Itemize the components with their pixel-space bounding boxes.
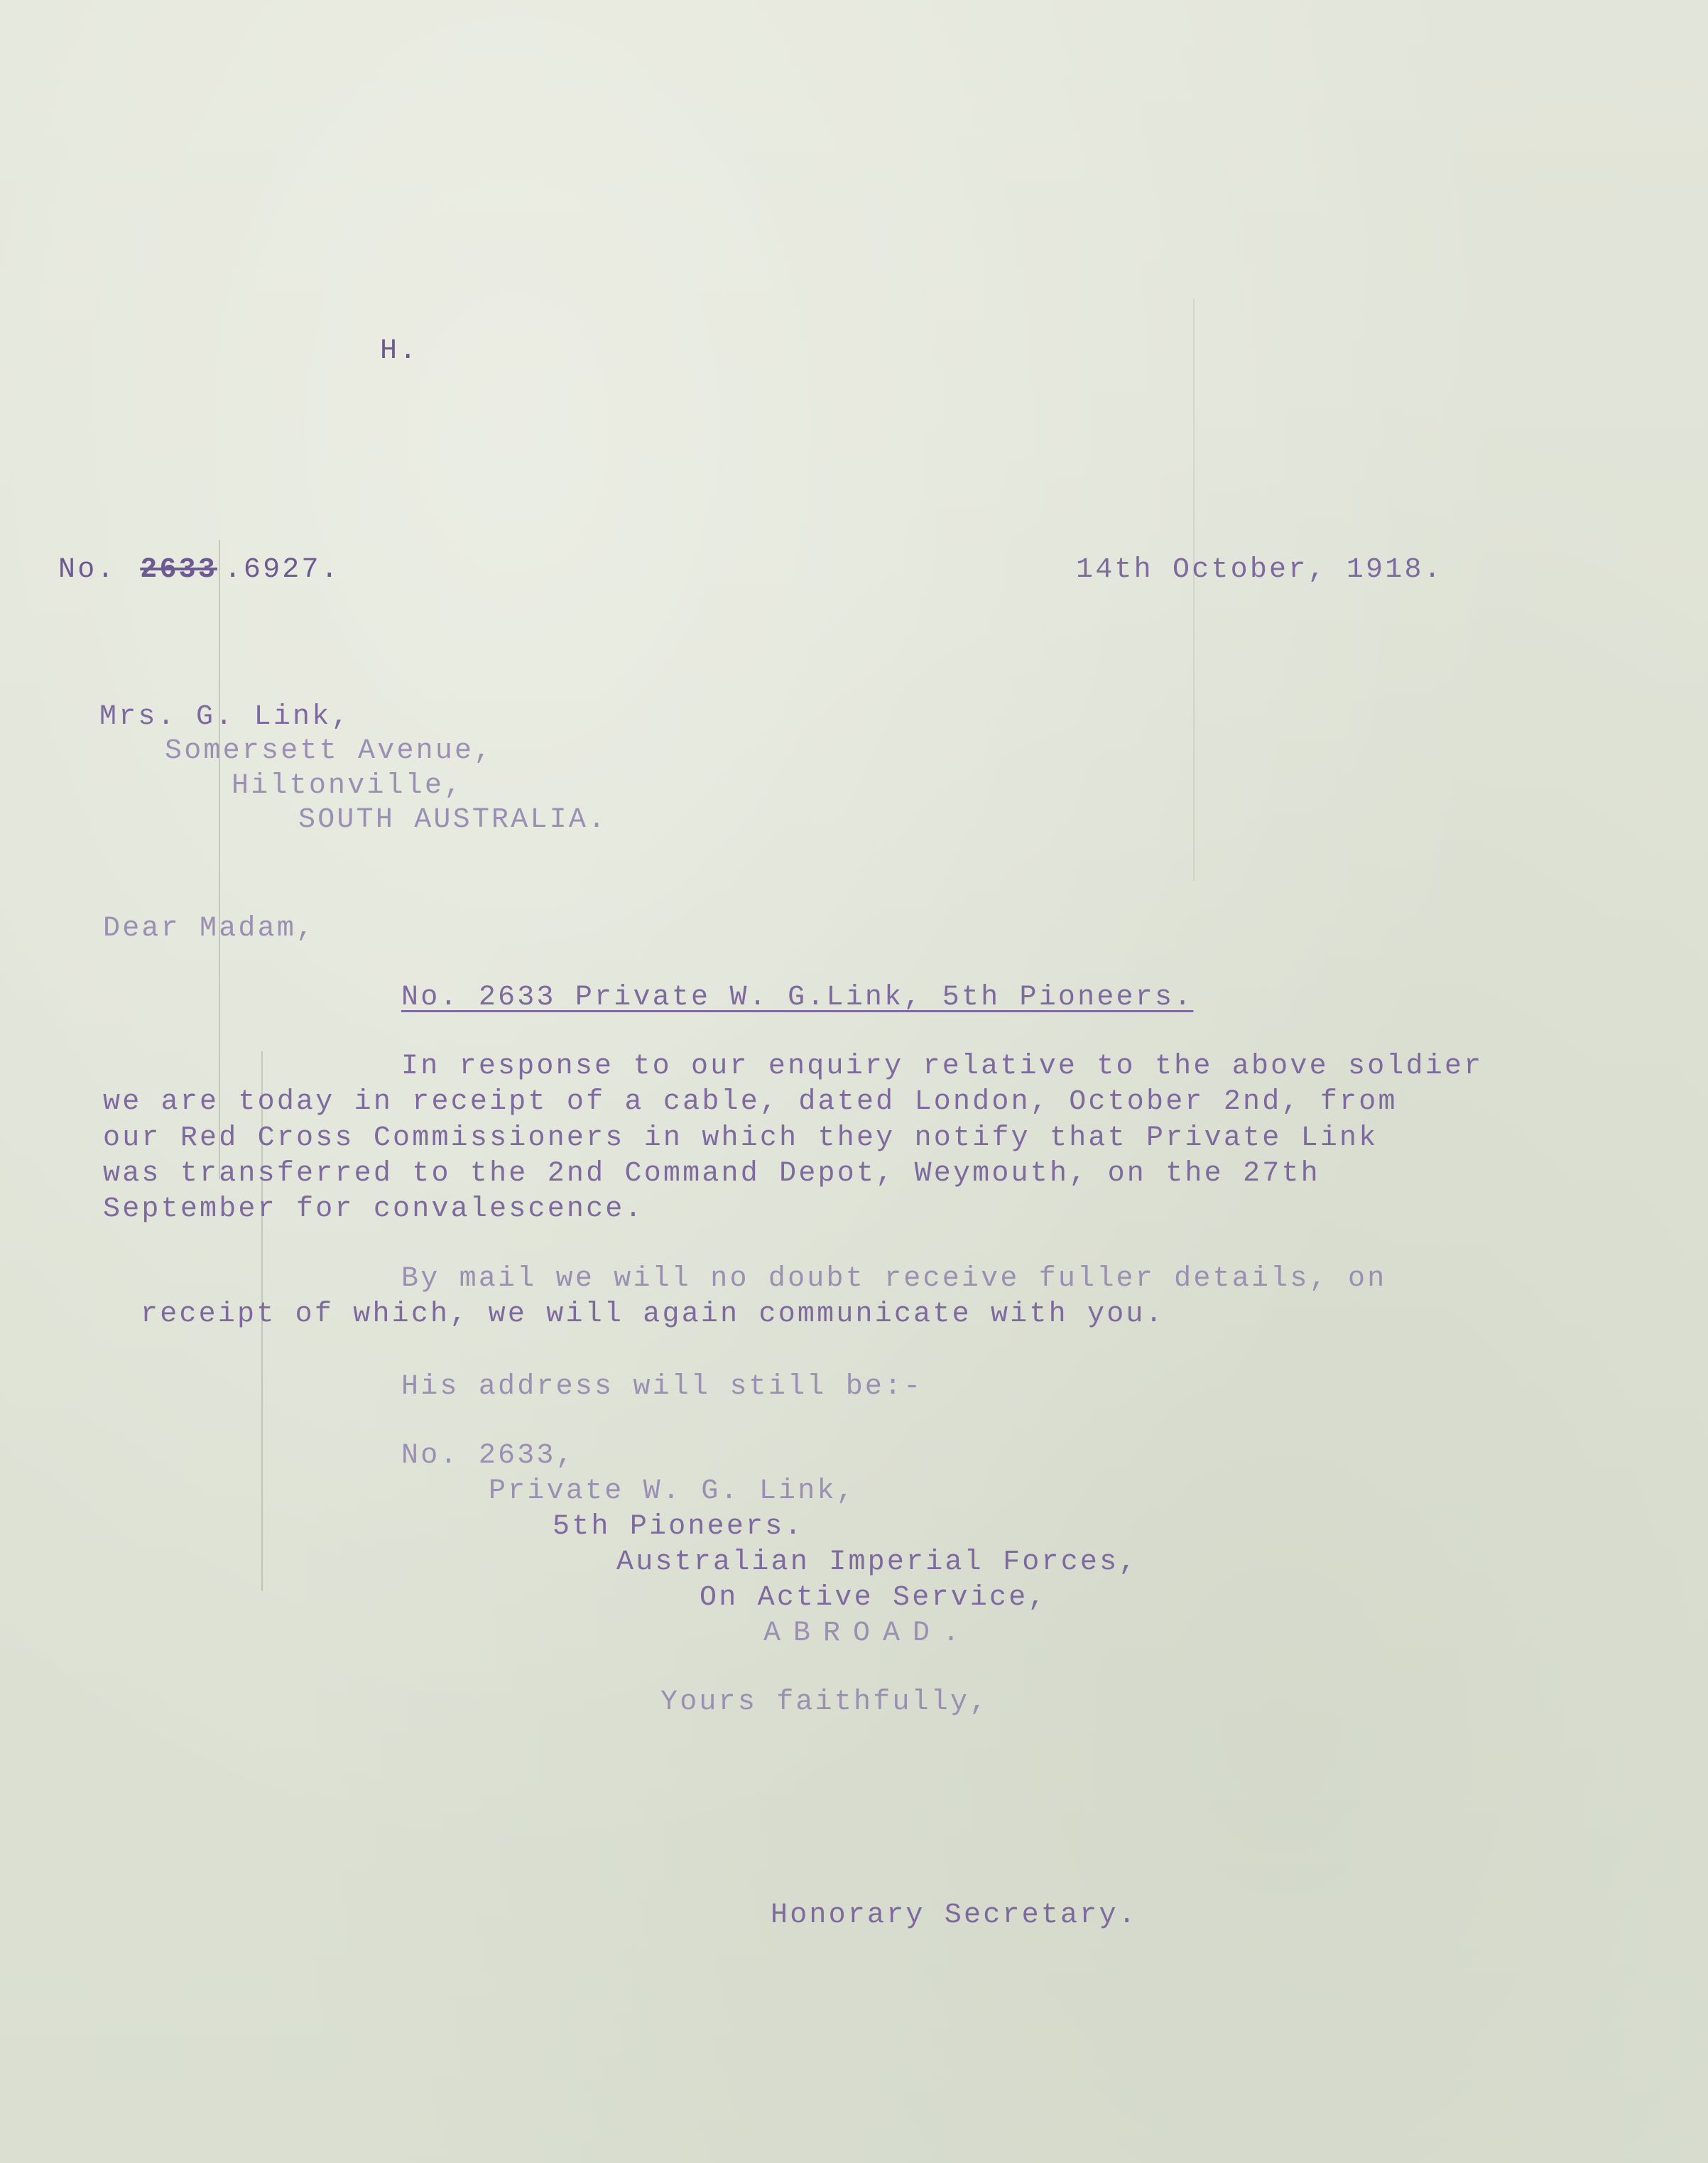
reference-number xyxy=(58,553,340,588)
soldier-address-line: Australian Imperial Forces, xyxy=(616,1546,1138,1578)
letter-date: 14th October, 1918. xyxy=(1076,554,1443,586)
recipient-state: SOUTH AUSTRALIA. xyxy=(298,804,608,836)
paper-crease xyxy=(1193,298,1195,881)
paragraph-1-line: September for convalescence. xyxy=(103,1193,644,1225)
subject-line: No. 2633 Private W. G.Link, 5th Pioneers. xyxy=(401,982,1194,1014)
paragraph-1-line: was transferred to the 2nd Command Depot, Weymouth, on the 27th xyxy=(103,1158,1320,1190)
reference-value: .6927. xyxy=(224,554,340,586)
signature-title: Honorary Secretary. xyxy=(771,1899,1138,1931)
letter-initial: H. xyxy=(380,335,419,367)
recipient-name: Mrs. G. Link, xyxy=(99,701,351,733)
closing: Yours faithfully, xyxy=(660,1686,989,1718)
paragraph-2-line: receipt of which, we will again communicate with you. xyxy=(141,1299,1165,1330)
recipient-street: Somersett Avenue, xyxy=(165,735,494,767)
paragraph-2-line: By mail we will no doubt receive fuller details, on xyxy=(401,1263,1387,1295)
recipient-suburb: Hiltonville, xyxy=(232,770,464,802)
salutation: Dear Madam, xyxy=(103,913,316,945)
soldier-address-line: 5th Pioneers. xyxy=(553,1511,804,1543)
soldier-address-line: Private W. G. Link, xyxy=(489,1475,856,1507)
soldier-address-line: No. 2633, xyxy=(401,1440,575,1472)
paragraph-1-line: In response to our enquiry relative to the above soldier xyxy=(401,1051,1484,1083)
paragraph-1-line: our Red Cross Commissioners in which they notify that Private Link xyxy=(103,1122,1378,1154)
paragraph-3: His address will still be:- xyxy=(401,1371,923,1403)
soldier-address-line: ABROAD. xyxy=(763,1617,973,1649)
reference-prefix: No. xyxy=(58,554,116,586)
paper-crease xyxy=(219,540,220,1179)
paragraph-1-line: we are today in receipt of a cable, dated London, October 2nd, from xyxy=(103,1086,1398,1118)
soldier-address-line: On Active Service, xyxy=(700,1582,1048,1614)
reference-struck-number: 2633 xyxy=(140,554,218,586)
